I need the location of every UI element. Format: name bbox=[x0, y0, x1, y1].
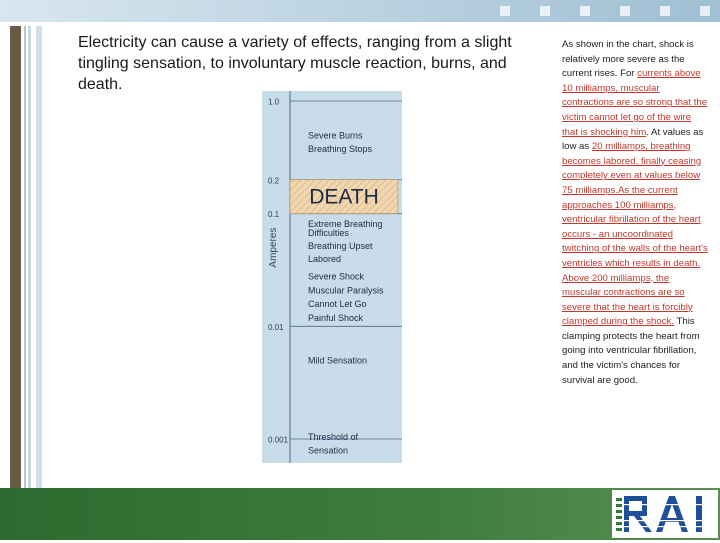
banner-square bbox=[580, 6, 590, 16]
tick-label: 0.001 bbox=[268, 435, 289, 445]
banner-square bbox=[620, 6, 630, 16]
banner-square bbox=[660, 6, 670, 16]
effect-label: Threshold of bbox=[308, 432, 359, 443]
body-text: This clamping protects the heart from going into ventricular fibrillation, and the victim's chances for survival are good. bbox=[562, 316, 700, 386]
effect-label: Cannot Let Go bbox=[308, 298, 367, 309]
chart-svg bbox=[262, 91, 402, 463]
tick-label: 1.0 bbox=[268, 97, 280, 107]
highlighted-text: Above 200 milliamps, the muscular contractions are so severe that the heart is forcibly clamped during the shock. bbox=[562, 272, 693, 328]
shock-effects-chart bbox=[262, 91, 402, 463]
tick-label: 0.2 bbox=[268, 176, 280, 186]
y-axis-label: Amperes bbox=[268, 227, 279, 268]
body-text: As shown in the chart, shock is relatively more severe as the current rises. For bbox=[562, 39, 694, 80]
logo-stripes bbox=[616, 498, 622, 531]
effect-label: Sensation bbox=[308, 445, 349, 456]
effect-label: Breathing Stops bbox=[308, 143, 373, 154]
highlighted-text: currents above 10 milliamps, muscular contractions are so strong that the victim cannot let go of the wire that is shocking him bbox=[562, 68, 708, 138]
rai-logo-icon bbox=[612, 490, 718, 538]
effect-label: Labored bbox=[308, 254, 342, 265]
left-decorative-stripes bbox=[0, 22, 48, 488]
explanation-text bbox=[562, 38, 708, 388]
tick-label: 0.01 bbox=[268, 322, 284, 332]
body-text: . At values as low as bbox=[562, 126, 704, 153]
effect-label: Breathing Upset bbox=[308, 241, 373, 252]
slide-headline: Electricity can cause a variety of effects, ranging from a slight tingling sensation, to involuntary muscle reaction, burns, and death. bbox=[78, 34, 512, 93]
stripe bbox=[36, 26, 42, 502]
stripe bbox=[10, 26, 21, 502]
rai-logo bbox=[612, 490, 718, 538]
effect-label: Severe Burns bbox=[308, 130, 363, 141]
stripe bbox=[28, 26, 31, 502]
effect-label: Painful Shock bbox=[308, 312, 364, 323]
top-banner bbox=[0, 0, 720, 22]
tick-label: 0.1 bbox=[268, 210, 280, 220]
effect-label: Mild Sensation bbox=[308, 355, 368, 366]
effect-label: Difficulties bbox=[308, 228, 349, 239]
banner-square bbox=[540, 6, 550, 16]
effect-label: Extreme Breathing bbox=[308, 218, 383, 229]
effect-label: Severe Shock bbox=[308, 271, 365, 282]
death-label: DEATH bbox=[309, 185, 379, 209]
highlighted-text: 20 milliamps, breathing becomes labored, finally ceasing completely even at values below 75 milliamps.As the current approaches 100 milliamps, ventricular fibrillation of the heart occurs - an uncoordinated twitching of the walls of the heart's ventricles which results in death. bbox=[562, 141, 708, 269]
banner-square bbox=[500, 6, 510, 16]
banner-square bbox=[700, 6, 710, 16]
stripe bbox=[24, 26, 26, 502]
logo-text: RA bbox=[664, 537, 666, 538]
effect-label: Muscular Paralysis bbox=[308, 285, 384, 296]
